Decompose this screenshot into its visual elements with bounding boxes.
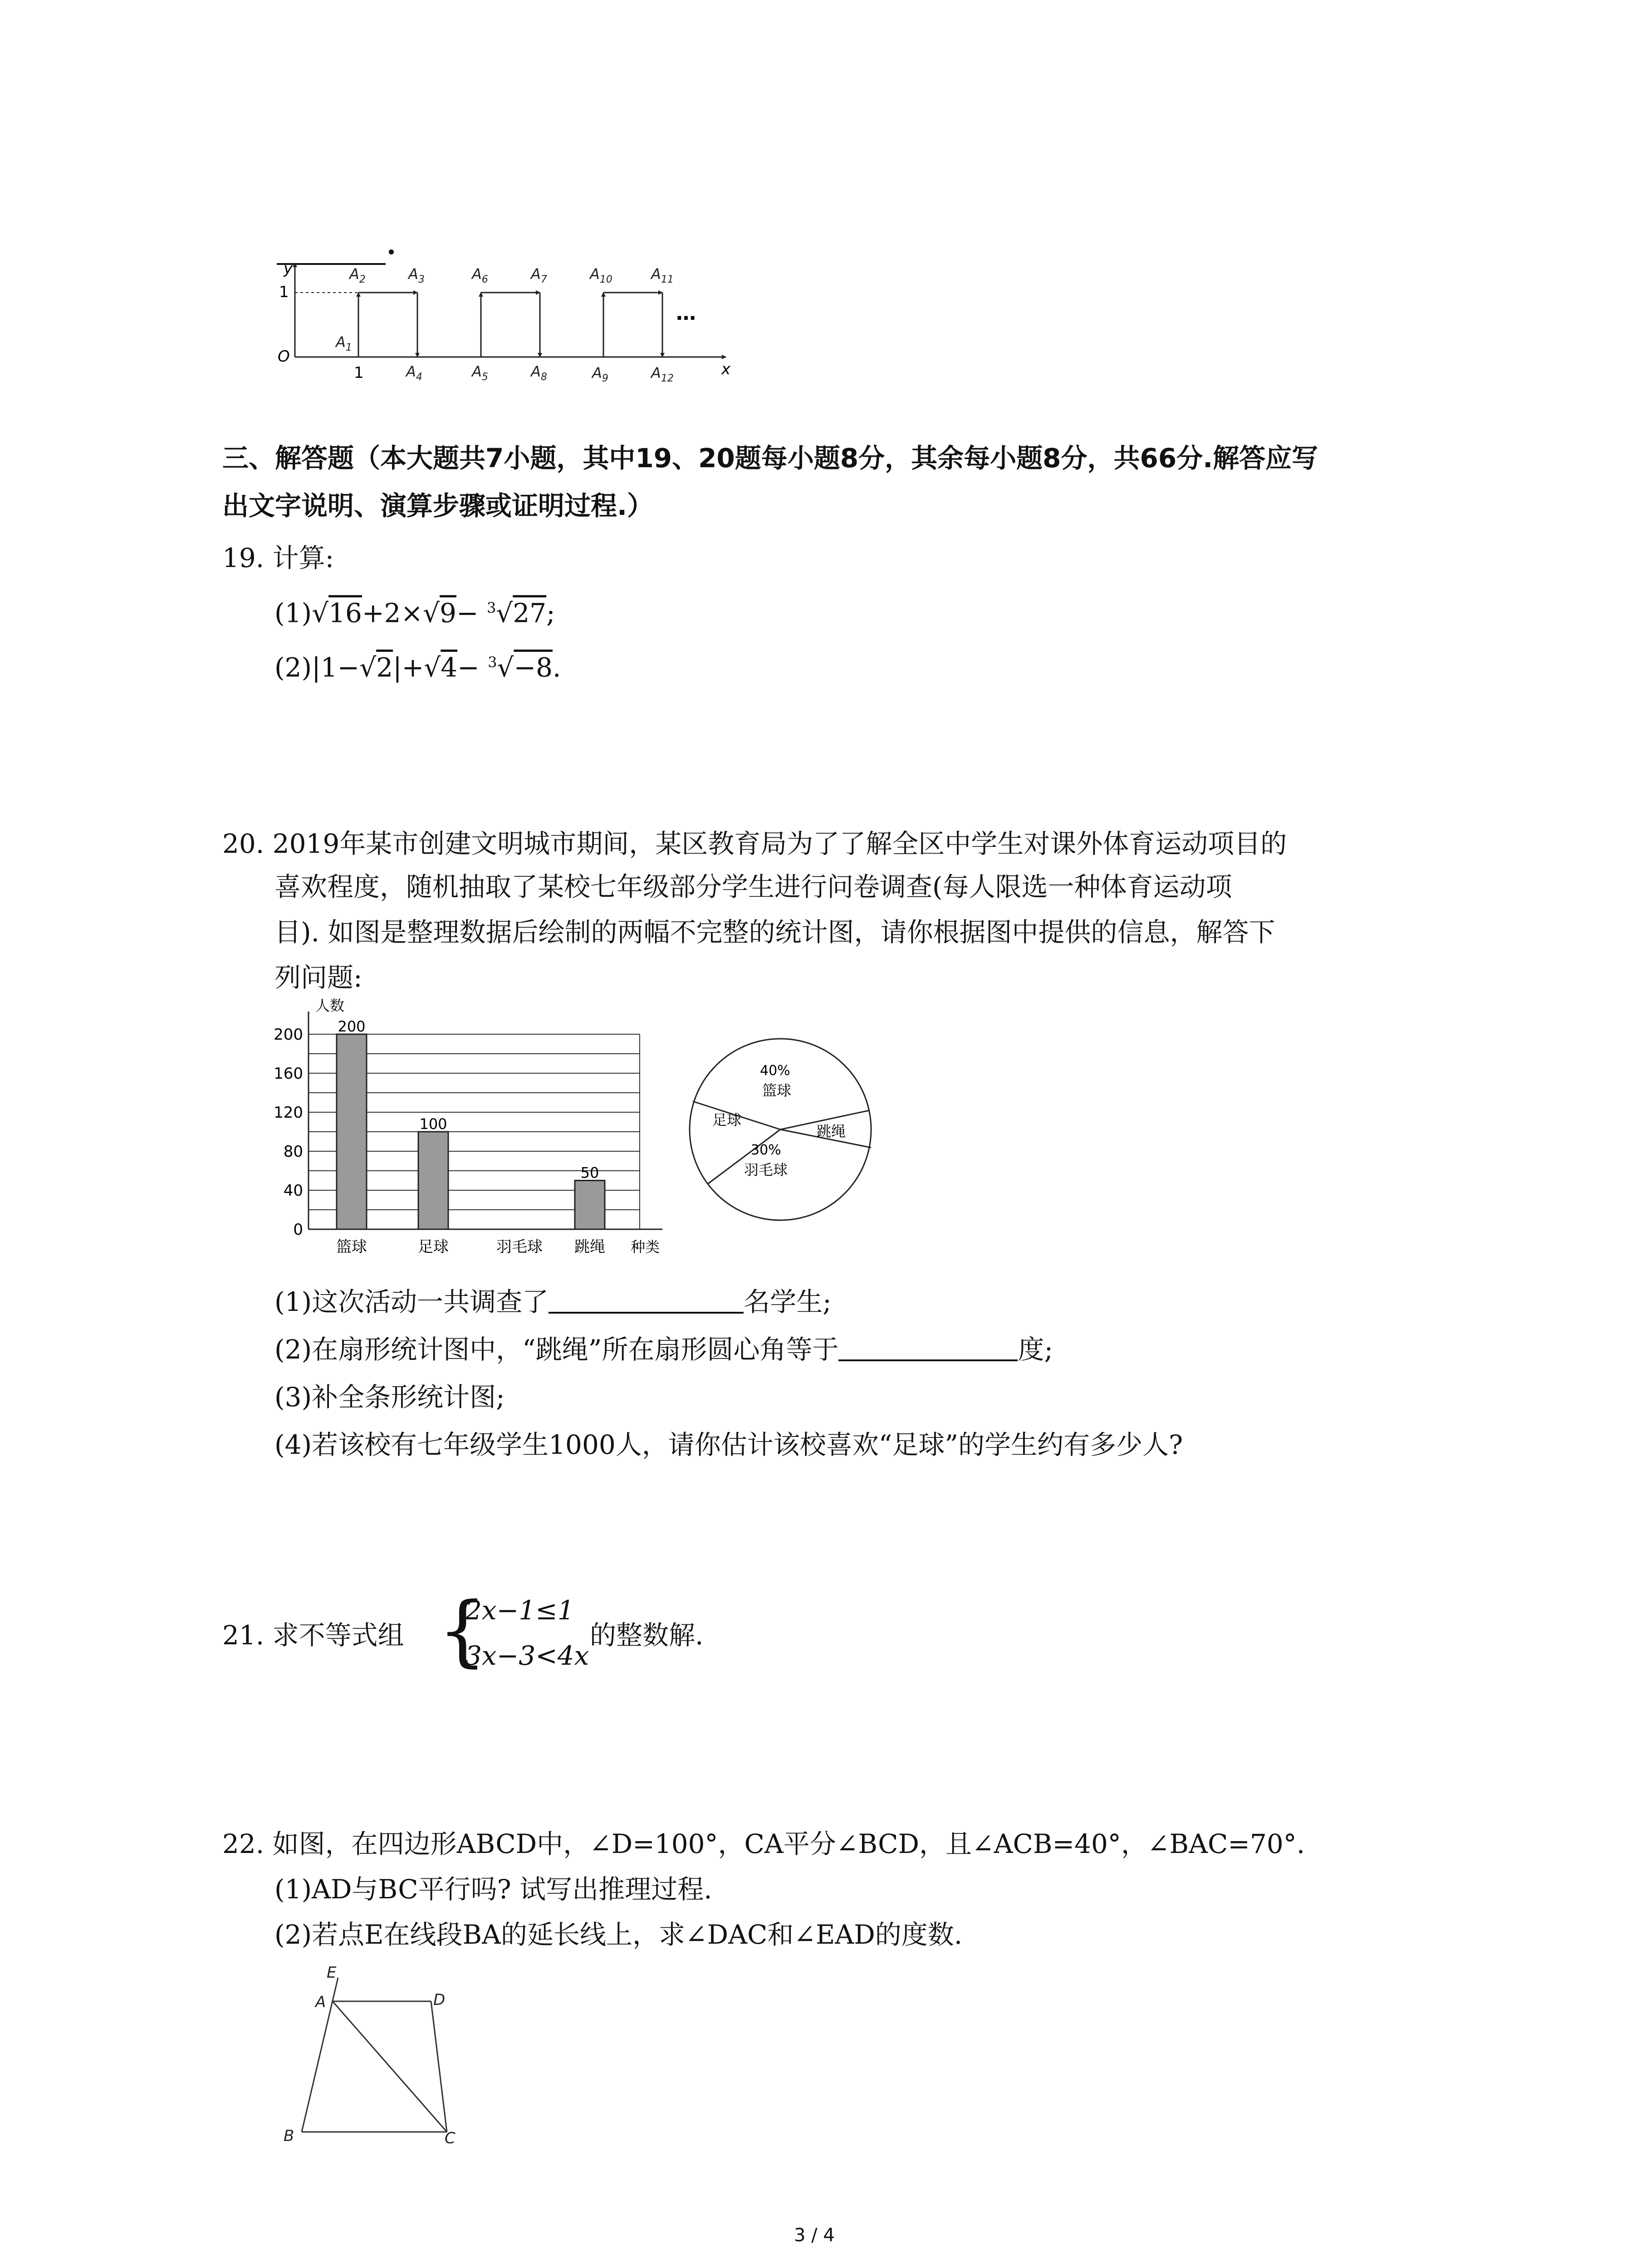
x-axis-label: x xyxy=(721,360,731,378)
quadrilateral-figure xyxy=(272,1964,481,2155)
bar-chart-ylabel: 人数 xyxy=(315,998,345,1014)
point-label-a12: $A_{12}$ xyxy=(651,364,674,384)
system-brace: { xyxy=(438,1586,487,1676)
bar-ytick-label: 120 xyxy=(274,1104,303,1122)
q20-line4: 列问题: xyxy=(274,962,362,993)
point-d: D xyxy=(433,1991,446,2009)
point-label-a6: $A_6$ xyxy=(472,265,488,285)
bar-ytick-label: 40 xyxy=(283,1182,303,1200)
bar-0 xyxy=(337,1034,367,1229)
bar-3 xyxy=(575,1181,605,1230)
point-label-a10: $A_{10}$ xyxy=(590,265,612,285)
point-label-a8: $A_8$ xyxy=(531,363,547,383)
q20-sub4: (4)若该校有七年级学生1000人，请你估计该校喜欢“足球”的学生约有多少人? xyxy=(274,1429,1183,1460)
point-label-a9: $A_9$ xyxy=(592,364,608,384)
y-tick-1: 1 xyxy=(279,283,289,301)
bar-data-label: 200 xyxy=(338,1018,366,1035)
point-e: E xyxy=(327,1964,337,1982)
y-axis-label: y xyxy=(284,261,293,278)
q19-part2: (2)|1−√2|+√4− $^3$√−8. xyxy=(274,652,561,683)
q20-line3: 目). 如图是整理数据后绘制的两幅不完整的统计图，请你根据图中提供的信息，解答下 xyxy=(274,917,1275,948)
q21-heading: 21. 求不等式组 xyxy=(222,1620,404,1651)
point-label-a1: $A_1$ xyxy=(336,333,352,353)
bar-category-label: 篮球 xyxy=(336,1238,367,1256)
pie-percent-basketball: 40% xyxy=(760,1063,790,1079)
page-number: 3 / 4 xyxy=(794,2225,835,2246)
point-label-a4: $A_4$ xyxy=(406,363,422,383)
q20-sub1: (1)这次活动一共调查了 名学生; xyxy=(274,1286,832,1317)
bar-category-label: 足球 xyxy=(418,1238,449,1256)
point-label-a11: $A_{11}$ xyxy=(651,265,674,285)
pie-chart xyxy=(685,1034,876,1225)
pie-label-football: 足球 xyxy=(712,1111,742,1129)
section-3-heading-line2: 出文字说明、演算步骤或证明过程.） xyxy=(222,490,654,521)
section-3-heading-line1: 三、解答题（本大题共7小题，其中19、20题每小题8分，其余每小题8分，共66分.解答应写 xyxy=(222,443,1318,474)
point-label-a2: $A_2$ xyxy=(349,265,366,285)
x-tick-1: 1 xyxy=(354,364,364,382)
q20-sub2: (2)在扇形统计图中，“跳绳”所在扇形圆心角等于 度; xyxy=(274,1334,1053,1365)
point-b: B xyxy=(284,2127,294,2145)
bar-ytick-label: 160 xyxy=(274,1065,303,1083)
q20-line2: 喜欢程度，随机抽取了某校七年级部分学生进行问卷调查(每人限选一种体育运动项 xyxy=(274,871,1232,902)
q21-tail: 的整数解. xyxy=(590,1620,704,1651)
q21-inequality-1: 2x−1≤1 xyxy=(465,1595,574,1626)
bar-ytick-label: 80 xyxy=(283,1143,303,1161)
bar-category-label: 跳绳 xyxy=(574,1238,605,1256)
q20-line1: 20. 2019年某市创建文明城市期间，某区教育局为了了解全区中学生对课外体育运动项目的 xyxy=(222,828,1287,859)
bar-chart xyxy=(263,998,681,1270)
bar-data-label: 50 xyxy=(580,1164,599,1182)
zigzag-figure xyxy=(268,261,744,392)
point-a: A xyxy=(315,1993,326,2011)
pie-label-basketball: 篮球 xyxy=(762,1082,792,1099)
origin-label: O xyxy=(278,347,290,366)
point-label-a7: $A_7$ xyxy=(531,265,547,285)
bar-ytick-label: 200 xyxy=(274,1026,303,1044)
q22-line1: 22. 如图，在四边形ABCD中，∠D=100°，CA平分∠BCD，且∠ACB=40°，∠BAC=70°. xyxy=(222,1828,1305,1859)
q19-part1: (1)√16+2×√9− $^3$√27; xyxy=(274,597,555,629)
point-label-a5: $A_5$ xyxy=(472,363,488,383)
pie-label-badminton: 羽毛球 xyxy=(744,1161,788,1178)
q20-sub3: (3)补全条形统计图; xyxy=(274,1382,505,1413)
ellipsis: … xyxy=(676,302,696,325)
q19-heading: 19. 计算: xyxy=(222,543,334,573)
q22-line3: (2)若点E在线段BA的延长线上，求∠DAC和∠EAD的度数. xyxy=(274,1919,963,1950)
q22-line2: (1)AD与BC平行吗? 试写出推理过程. xyxy=(274,1874,712,1905)
bar-1 xyxy=(418,1132,448,1229)
bar-chart-xlabel: 种类 xyxy=(631,1238,660,1256)
bar-data-label: 100 xyxy=(419,1115,447,1133)
point-c: C xyxy=(445,2129,456,2147)
pie-percent-badminton: 30% xyxy=(751,1142,781,1158)
q21-inequality-2: 3x−3<4x xyxy=(465,1640,589,1671)
bar-ytick-label: 0 xyxy=(293,1221,303,1239)
point-label-a3: $A_3$ xyxy=(408,265,425,285)
fill-blank-period: . xyxy=(387,229,396,261)
bar-category-label: 羽毛球 xyxy=(496,1238,543,1256)
pie-label-ropeskipping: 跳绳 xyxy=(817,1123,846,1140)
